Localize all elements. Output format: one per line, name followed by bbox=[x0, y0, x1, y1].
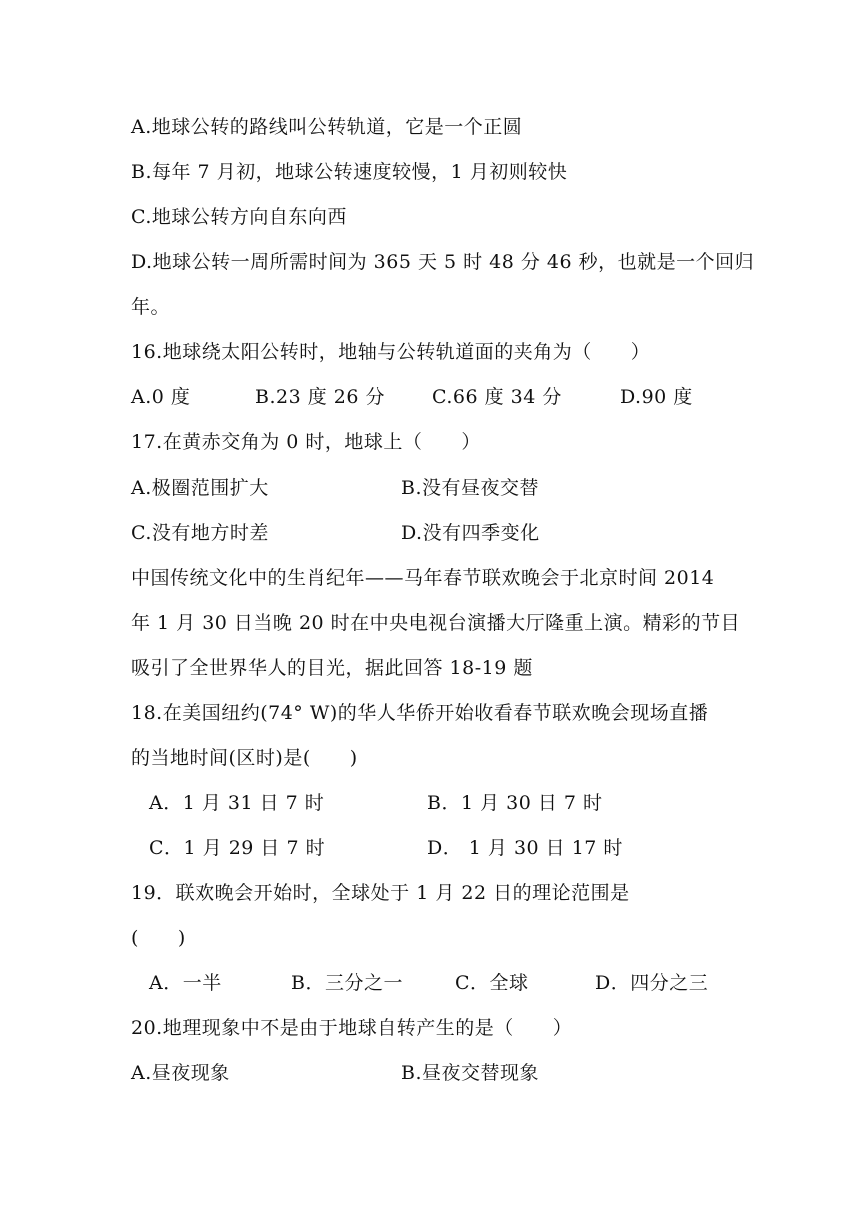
passage-line-3: 吸引了全世界华人的目光，据此回答 18-19 题 bbox=[131, 657, 533, 679]
q20-option-b: B.昼夜交替现象 bbox=[401, 1062, 540, 1084]
q16-stem: 16.地球绕太阳公转时，地轴与公转轨道面的夹角为（ ） bbox=[131, 341, 651, 363]
q20-option-a: A.昼夜现象 bbox=[131, 1062, 230, 1084]
q15-option-d-line1: D.地球公转一周所需时间为 365 天 5 时 48 分 46 秒，也就是一个回归 bbox=[131, 251, 755, 273]
q16-option-d: D.90 度 bbox=[620, 386, 693, 408]
q17-option-b: B.没有昼夜交替 bbox=[401, 477, 540, 499]
passage-line-2: 年 1 月 30 日当晚 20 时在中央电视台演播大厅隆重上演。精彩的节目 bbox=[131, 612, 741, 634]
q15-option-d-line2: 年。 bbox=[131, 296, 171, 318]
q17-option-a: A.极圈范围扩大 bbox=[131, 477, 269, 499]
q18-option-c: C．1 月 29 日 7 时 bbox=[149, 837, 326, 859]
q15-option-a: A.地球公转的路线叫公转轨道，它是一个正圆 bbox=[131, 116, 523, 138]
q17-stem: 17.在黄赤交角为 0 时，地球上（ ） bbox=[131, 431, 481, 453]
q19-stem-line-1: 19．联欢晚会开始时，全球处于 1 月 22 日的理论范围是 bbox=[131, 882, 630, 904]
q15-option-c: C.地球公转方向自东向西 bbox=[131, 206, 347, 228]
q19-option-a: A．一半 bbox=[149, 972, 222, 994]
q17-option-d: D.没有四季变化 bbox=[401, 522, 540, 544]
q16-option-c: C.66 度 34 分 bbox=[432, 386, 562, 408]
q18-option-d: D． 1 月 30 日 17 时 bbox=[427, 837, 623, 859]
q18-stem-line-1: 18.在美国纽约(74° W)的华人华侨开始收看春节联欢晚会现场直播 bbox=[131, 702, 709, 724]
q16-option-a: A.0 度 bbox=[131, 386, 191, 408]
q15-option-b: B.每年 7 月初，地球公转速度较慢，1 月初则较快 bbox=[131, 161, 568, 183]
q19-option-d: D．四分之三 bbox=[595, 972, 709, 994]
q20-stem: 20.地理现象中不是由于地球自转产生的是（ ） bbox=[131, 1017, 573, 1039]
q16-option-b: B.23 度 26 分 bbox=[255, 386, 385, 408]
q17-option-c: C.没有地方时差 bbox=[131, 522, 269, 544]
passage-line-1: 中国传统文化中的生肖纪年——马年春节联欢晚会于北京时间 2014 bbox=[131, 567, 715, 589]
q18-option-a: A．1 月 31 日 7 时 bbox=[149, 792, 325, 814]
q18-option-b: B．1 月 30 日 7 时 bbox=[427, 792, 603, 814]
q19-option-b: B．三分之一 bbox=[291, 972, 403, 994]
q19-stem-line-2: ( ) bbox=[131, 927, 186, 949]
q18-stem-line-2: 的当地时间(区时)是( ) bbox=[131, 747, 358, 769]
q19-option-c: C．全球 bbox=[455, 972, 529, 994]
